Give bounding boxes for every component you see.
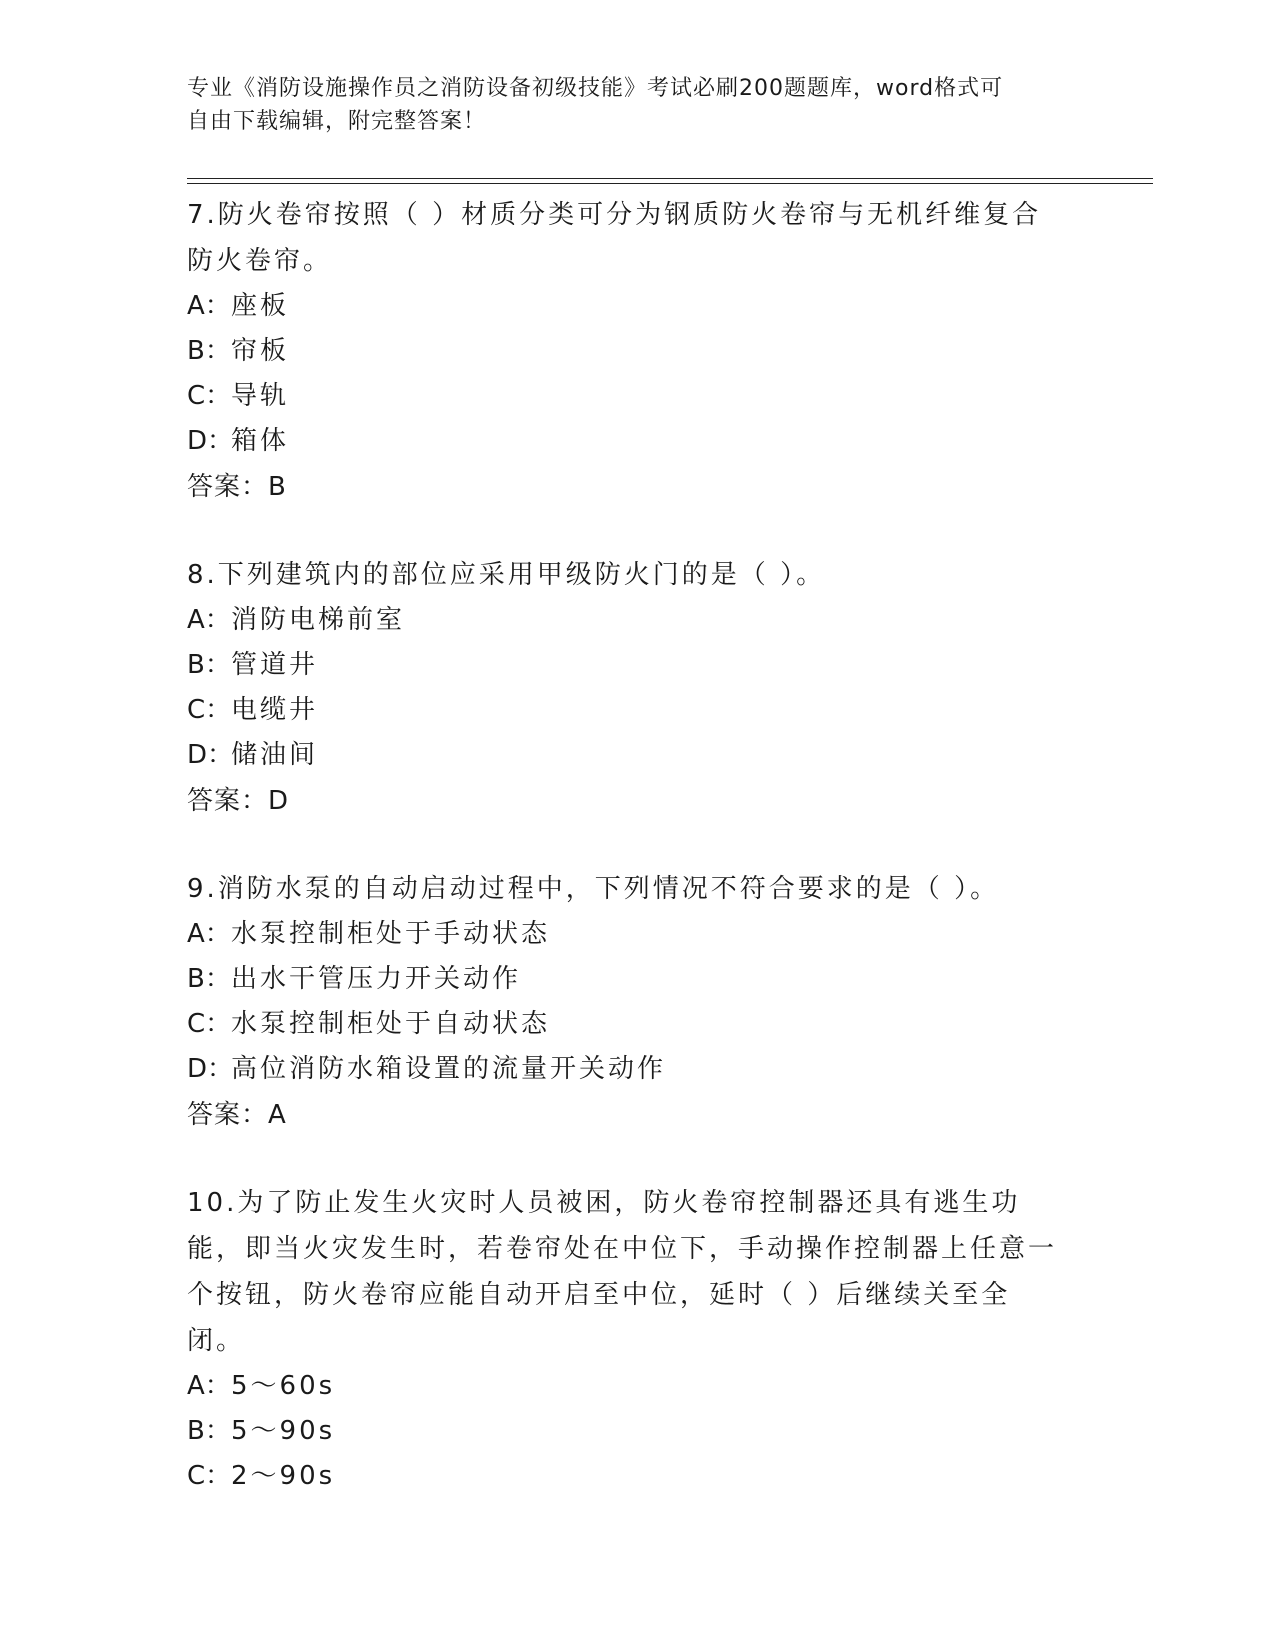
- question-9: [187, 866, 1067, 1138]
- option-a: [187, 284, 1067, 329]
- option-b: [187, 1409, 1067, 1454]
- question-stem: 7.防火卷帘按照（ ）材质分类可分为钢质防火卷帘与无机纤维复合防火卷帘。: [187, 200, 1042, 276]
- option-c: [187, 374, 1067, 419]
- option-letter: B：: [187, 336, 231, 366]
- option-text: 消防电梯前室: [231, 605, 406, 635]
- option-text: 箱体: [231, 426, 290, 456]
- question-stem: 10.为了防止发生火灾时人员被困，防火卷帘控制器还具有逃生功能，即当火灾发生时，若卷帘处在中位下，手动操作控制器上任意一个按钮，防火卷帘应能自动开启至中位，延时（ ）后继续关至全闭。: [187, 1188, 1058, 1356]
- option-letter: C：: [187, 381, 232, 411]
- header-line-1: 专业《消防设施操作员之消防设备初级技能》考试必刷200题题库，word格式可: [187, 76, 1004, 101]
- option-text: 2～90s: [231, 1461, 336, 1491]
- option-letter: D：: [187, 740, 234, 770]
- option-text: 管道井: [231, 650, 319, 680]
- option-a: [187, 912, 1067, 957]
- option-letter: C：: [187, 695, 232, 725]
- option-c: [187, 688, 1067, 733]
- option-text: 导轨: [231, 381, 290, 411]
- option-letter: D：: [187, 426, 234, 456]
- answer-line: 答案：D: [187, 786, 290, 816]
- option-letter: B：: [187, 964, 231, 994]
- header-line-2: 自由下载编辑，附完整答案！: [187, 109, 487, 134]
- question-stem: 8.下列建筑内的部位应采用甲级防火门的是（ ）。: [187, 560, 826, 590]
- option-c: [187, 1454, 1067, 1499]
- question-stem: 9.消防水泵的自动启动过程中，下列情况不符合要求的是（ ）。: [187, 874, 1000, 904]
- question-8: [187, 552, 1067, 824]
- option-letter: D：: [187, 1054, 234, 1084]
- option-b: [187, 957, 1067, 1002]
- option-a: [187, 598, 1067, 643]
- option-d: [187, 419, 1067, 464]
- option-text: 水泵控制柜处于自动状态: [231, 1009, 551, 1039]
- option-text: 出水干管压力开关动作: [231, 964, 522, 994]
- option-text: 电缆井: [231, 695, 319, 725]
- option-letter: C：: [187, 1009, 232, 1039]
- answer-line: 答案：A: [187, 1100, 287, 1130]
- option-b: [187, 643, 1067, 688]
- option-text: 高位消防水箱设置的流量开关动作: [231, 1054, 667, 1084]
- option-letter: C：: [187, 1461, 232, 1491]
- option-a: [187, 1364, 1067, 1409]
- answer-line: 答案：B: [187, 472, 287, 502]
- option-d: [187, 1047, 1067, 1092]
- option-letter: A：: [187, 291, 231, 321]
- question-list: [187, 192, 1067, 1541]
- option-text: 储油间: [231, 740, 319, 770]
- option-c: [187, 1002, 1067, 1047]
- option-text: 水泵控制柜处于手动状态: [231, 919, 551, 949]
- header-divider-bottom: [187, 183, 1153, 184]
- option-letter: B：: [187, 650, 231, 680]
- option-letter: B：: [187, 1416, 231, 1446]
- option-text: 5～90s: [231, 1416, 336, 1446]
- header-divider-top: [187, 178, 1153, 179]
- question-7: [187, 192, 1067, 510]
- option-letter: A：: [187, 1371, 231, 1401]
- option-text: 座板: [231, 291, 290, 321]
- option-b: [187, 329, 1067, 374]
- document-header: [187, 72, 1067, 138]
- option-text: 帘板: [231, 336, 290, 366]
- option-d: [187, 733, 1067, 778]
- question-10: [187, 1180, 1067, 1499]
- option-letter: A：: [187, 605, 231, 635]
- option-text: 5～60s: [231, 1371, 336, 1401]
- option-letter: A：: [187, 919, 231, 949]
